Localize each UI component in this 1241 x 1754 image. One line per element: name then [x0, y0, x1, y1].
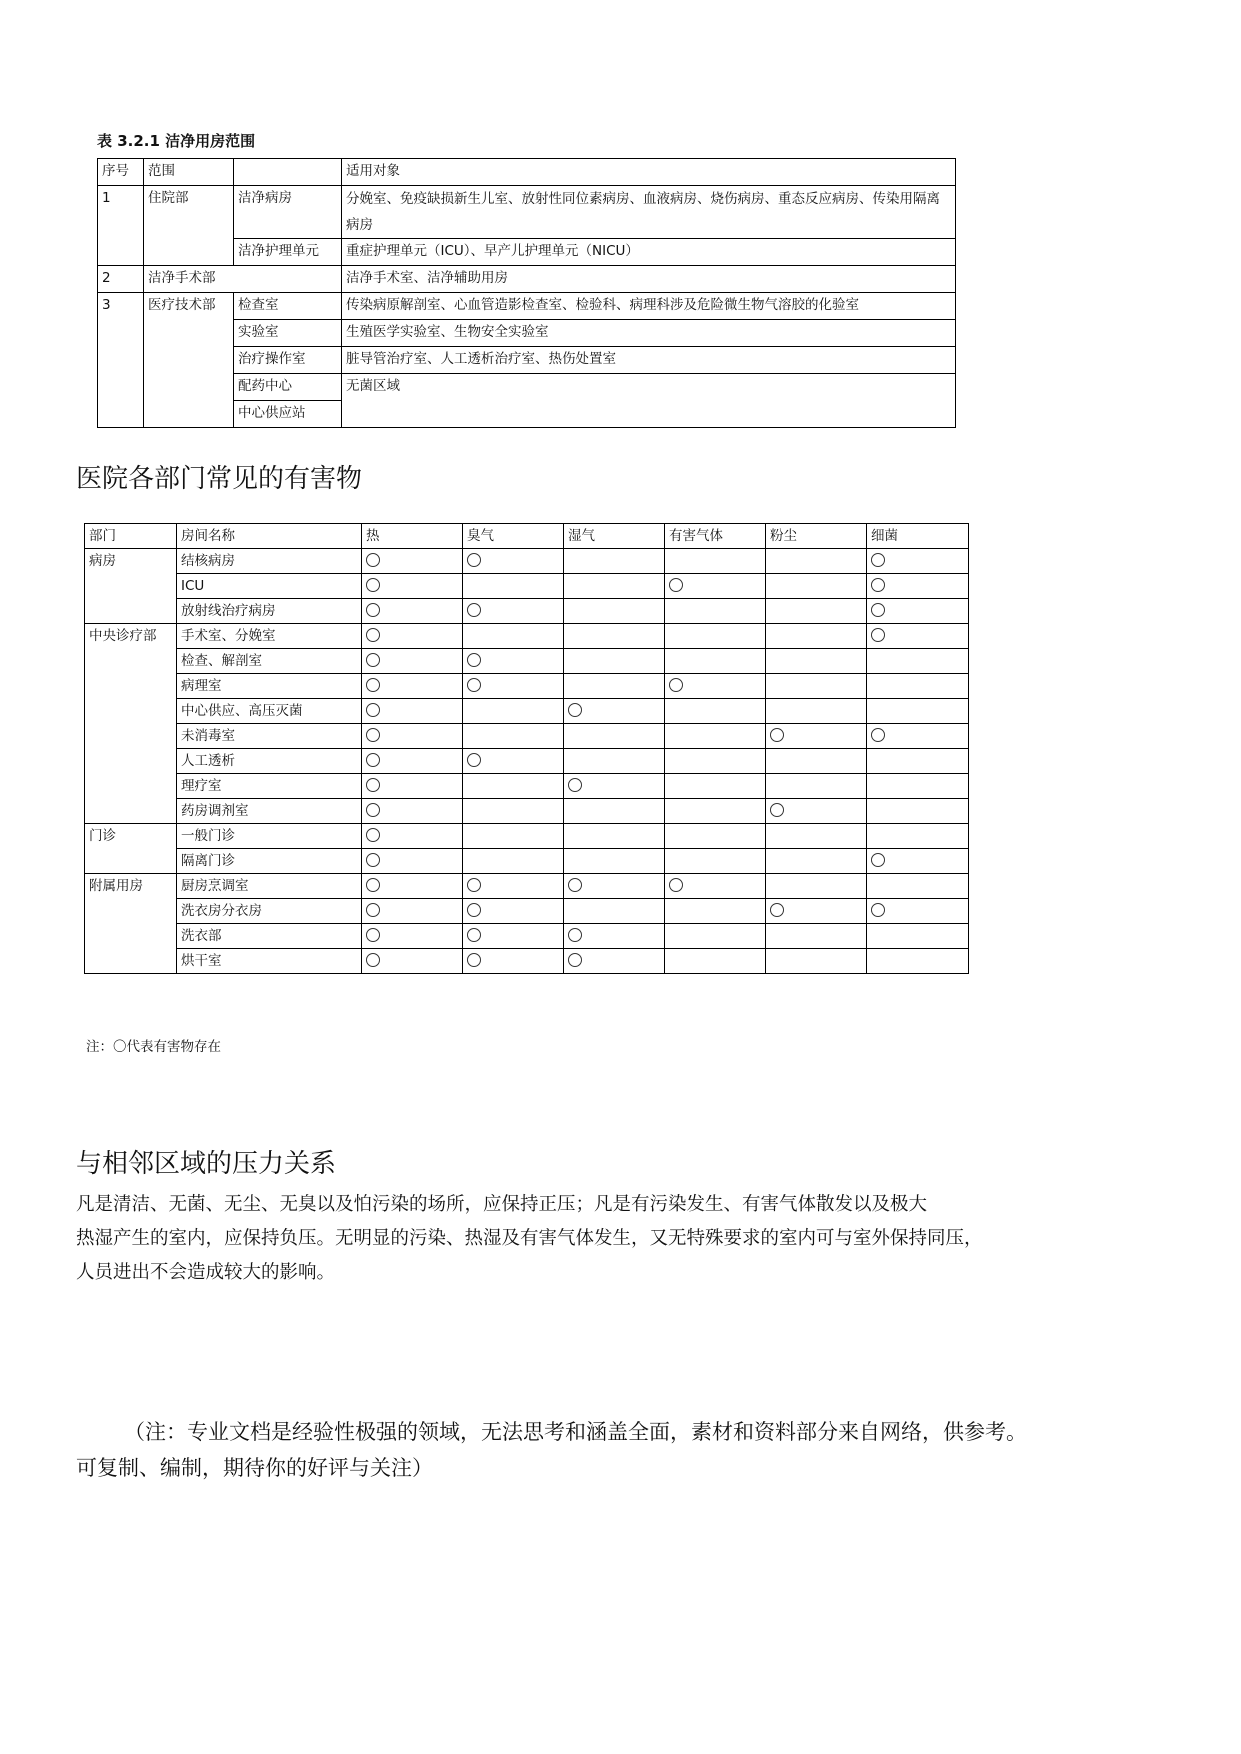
table-row	[85, 724, 969, 749]
clean-room-scope-table	[97, 158, 956, 428]
hazard-present-circle-icon	[467, 553, 481, 567]
hazard-present-circle-icon	[770, 903, 784, 917]
hazard-cell	[766, 649, 867, 674]
hazard-cell	[766, 774, 867, 799]
hazard-cell	[867, 674, 969, 699]
table-row	[85, 774, 969, 799]
hazard-present-circle-icon	[366, 678, 380, 692]
hazard-present-circle-icon	[568, 703, 582, 717]
hazard-cell	[463, 674, 564, 699]
scope-sub: 治疗操作室	[234, 347, 342, 374]
paragraph-line: 热湿产生的室内，应保持负压。无明显的污染、热湿及有害气体发生，又无特殊要求的室内可与室外保持同压，	[76, 1228, 983, 1249]
hazard-cell	[766, 599, 867, 624]
hazard-cell	[564, 874, 665, 899]
hazard-cell	[665, 849, 766, 874]
room-name-cell: 药房调剂室	[177, 799, 362, 824]
scope-sub: 洁净病房	[234, 186, 342, 239]
hazard-present-circle-icon	[366, 778, 380, 792]
hazard-cell	[867, 899, 969, 924]
hazard-present-circle-icon	[366, 953, 380, 967]
hazard-cell	[564, 624, 665, 649]
hazard-present-circle-icon	[366, 553, 380, 567]
department-cell: 附属用房	[85, 874, 177, 974]
hazard-cell	[867, 549, 969, 574]
hazard-cell	[766, 574, 867, 599]
table-row	[85, 574, 969, 599]
hazard-cell	[362, 724, 463, 749]
table-row	[85, 799, 969, 824]
header-cell: 有害气体	[665, 524, 766, 549]
scope-sub: 检查室	[234, 293, 342, 320]
table-row	[85, 599, 969, 624]
hazard-present-circle-icon	[366, 578, 380, 592]
hazard-cell	[766, 799, 867, 824]
hazard-cell	[766, 949, 867, 974]
hazard-cell	[766, 674, 867, 699]
table-row	[98, 186, 956, 239]
hazard-cell	[564, 749, 665, 774]
hazard-cell	[362, 924, 463, 949]
hazard-present-circle-icon	[366, 628, 380, 642]
hazard-cell	[665, 774, 766, 799]
hazard-cell	[867, 924, 969, 949]
header-cell: 热	[362, 524, 463, 549]
pressure-paragraph	[76, 1188, 1156, 1290]
table-row	[98, 293, 956, 320]
hazard-cell	[463, 574, 564, 599]
hazard-cell	[362, 599, 463, 624]
hazard-present-circle-icon	[467, 653, 481, 667]
hazard-cell	[665, 574, 766, 599]
room-name-cell: 隔离门诊	[177, 849, 362, 874]
header-cell: 湿气	[564, 524, 665, 549]
hazard-cell	[867, 599, 969, 624]
table-row	[85, 649, 969, 674]
hazard-cell	[463, 774, 564, 799]
hazard-cell	[463, 849, 564, 874]
hazard-present-circle-icon	[568, 928, 582, 942]
scope-sub: 实验室	[234, 320, 342, 347]
hazard-cell	[766, 624, 867, 649]
hazard-cell	[564, 949, 665, 974]
hazard-cell	[665, 749, 766, 774]
department-cell: 病房	[85, 549, 177, 624]
scope-area: 住院部	[144, 186, 234, 266]
pressure-section-title: 与相邻区域的压力关系	[76, 1149, 337, 1179]
hazard-present-circle-icon	[871, 853, 885, 867]
table-row	[85, 949, 969, 974]
hazard-cell	[463, 549, 564, 574]
hazard-present-circle-icon	[871, 603, 885, 617]
hazard-cell	[665, 649, 766, 674]
table-row	[85, 824, 969, 849]
hazard-present-circle-icon	[467, 878, 481, 892]
hazard-cell	[564, 824, 665, 849]
header-cell: 细菌	[867, 524, 969, 549]
hazard-present-circle-icon	[467, 603, 481, 617]
room-name-cell: 病理室	[177, 674, 362, 699]
hazard-present-circle-icon	[366, 653, 380, 667]
table-row	[85, 624, 969, 649]
header-cell: 臭气	[463, 524, 564, 549]
hazard-table	[84, 523, 969, 974]
hazard-cell	[362, 699, 463, 724]
hazard-present-circle-icon	[770, 728, 784, 742]
hazard-cell	[362, 674, 463, 699]
hazard-cell	[665, 824, 766, 849]
hazard-cell	[665, 874, 766, 899]
hazard-cell	[362, 574, 463, 599]
hazard-cell	[463, 749, 564, 774]
hazard-cell	[463, 924, 564, 949]
table-row	[85, 849, 969, 874]
hazard-cell	[564, 924, 665, 949]
hazard-cell	[362, 549, 463, 574]
hazard-cell	[665, 899, 766, 924]
hazard-cell	[463, 649, 564, 674]
hazard-cell	[564, 599, 665, 624]
table-row	[85, 699, 969, 724]
target-cell: 分娩室、免疫缺损新生儿室、放射性同位素病房、血液病房、烧伤病房、重态反应病房、传染用隔离病房	[342, 186, 956, 239]
hazard-present-circle-icon	[366, 728, 380, 742]
hazard-cell	[867, 824, 969, 849]
hazard-cell	[867, 874, 969, 899]
hazard-cell	[362, 949, 463, 974]
target-cell: 重症护理单元（ICU）、早产儿护理单元（NICU）	[342, 239, 956, 266]
target-cell: 传染病原解剖室、心血管造影检查室、检验科、病理科涉及危险微生物气溶胶的化验室	[342, 293, 956, 320]
header-cell: 房间名称	[177, 524, 362, 549]
header-cell: 范围	[144, 159, 234, 186]
hazard-present-circle-icon	[871, 728, 885, 742]
hazard-present-circle-icon	[669, 678, 683, 692]
scope-area: 洁净手术部	[144, 266, 342, 293]
hazard-cell	[867, 574, 969, 599]
hazard-cell	[766, 899, 867, 924]
hazard-cell	[463, 599, 564, 624]
hazard-cell	[867, 624, 969, 649]
hazard-present-circle-icon	[366, 828, 380, 842]
header-cell	[234, 159, 342, 186]
hazard-present-circle-icon	[366, 803, 380, 817]
hazard-cell	[463, 824, 564, 849]
hazard-cell	[564, 649, 665, 674]
header-cell: 序号	[98, 159, 144, 186]
hazard-present-circle-icon	[568, 953, 582, 967]
hazard-cell	[766, 724, 867, 749]
hazard-cell	[867, 649, 969, 674]
hazard-cell	[665, 674, 766, 699]
hazard-cell	[362, 649, 463, 674]
hazard-present-circle-icon	[467, 903, 481, 917]
hazard-cell	[665, 599, 766, 624]
paragraph-line: 人员进出不会造成较大的影响。	[76, 1262, 336, 1283]
hazard-present-circle-icon	[366, 603, 380, 617]
table1-caption: 表 3.2.1 洁净用房范围	[97, 132, 256, 150]
hazard-present-circle-icon	[366, 853, 380, 867]
hazard-note: 注：〇代表有害物存在	[86, 1039, 221, 1055]
hazard-cell	[766, 924, 867, 949]
scope-sub: 配药中心	[234, 374, 342, 401]
room-name-cell: 理疗室	[177, 774, 362, 799]
hazard-cell	[867, 749, 969, 774]
hazard-cell	[665, 924, 766, 949]
hazard-cell	[362, 824, 463, 849]
hazard-cell	[564, 774, 665, 799]
footer-note	[76, 1414, 1176, 1486]
department-cell: 门诊	[85, 824, 177, 874]
hazard-cell	[564, 574, 665, 599]
hazard-present-circle-icon	[467, 928, 481, 942]
hazard-present-circle-icon	[366, 928, 380, 942]
paragraph-line: 凡是清洁、无菌、无尘、无臭以及怕污染的场所，应保持正压；凡是有污染发生、有害气体散发以及极大	[76, 1194, 928, 1215]
hazard-cell	[867, 949, 969, 974]
hazard-cell	[463, 874, 564, 899]
hazard-present-circle-icon	[467, 753, 481, 767]
scope-sub: 中心供应站	[234, 401, 342, 428]
hazard-cell	[564, 724, 665, 749]
hazard-cell	[463, 949, 564, 974]
hazard-cell	[766, 749, 867, 774]
hazard-cell	[867, 699, 969, 724]
target-cell: 脏导管治疗室、人工透析治疗室、热伤处置室	[342, 347, 956, 374]
hazard-cell	[766, 874, 867, 899]
room-name-cell: 一般门诊	[177, 824, 362, 849]
hazard-cell	[564, 674, 665, 699]
hazard-present-circle-icon	[366, 753, 380, 767]
hazard-cell	[463, 799, 564, 824]
hazard-cell	[867, 724, 969, 749]
hazard-cell	[362, 849, 463, 874]
target-cell: 生殖医学实验室、生物安全实验室	[342, 320, 956, 347]
room-name-cell: ICU	[177, 574, 362, 599]
footer-line: （注：专业文档是经验性极强的领域，无法思考和涵盖全面，素材和资料部分来自网络，供参考。	[124, 1420, 1027, 1444]
hazard-cell	[867, 774, 969, 799]
hazard-present-circle-icon	[669, 578, 683, 592]
hazard-cell	[463, 624, 564, 649]
room-name-cell: 检查、解剖室	[177, 649, 362, 674]
hazard-cell	[564, 699, 665, 724]
hazard-cell	[362, 749, 463, 774]
hazard-cell	[362, 624, 463, 649]
table-row	[85, 874, 969, 899]
hazard-present-circle-icon	[770, 803, 784, 817]
room-name-cell: 烘干室	[177, 949, 362, 974]
row-number: 2	[98, 266, 144, 293]
hazard-cell	[766, 699, 867, 724]
row-number: 1	[98, 186, 144, 266]
hazard-present-circle-icon	[366, 903, 380, 917]
table-header-row	[98, 159, 956, 186]
hazard-cell	[463, 699, 564, 724]
hazard-present-circle-icon	[871, 578, 885, 592]
hazard-cell	[463, 724, 564, 749]
target-cell: 洁净手术室、洁净辅助用房	[342, 266, 956, 293]
room-name-cell: 结核病房	[177, 549, 362, 574]
hazard-cell	[463, 899, 564, 924]
hazard-table-body	[85, 524, 969, 974]
target-cell: 无菌区域	[342, 374, 956, 428]
room-name-cell: 厨房烹调室	[177, 874, 362, 899]
footer-line: 可复制、编制，期待你的好评与关注）	[76, 1456, 433, 1480]
hazard-cell	[362, 874, 463, 899]
hazard-cell	[362, 899, 463, 924]
hazard-cell	[665, 699, 766, 724]
hazard-cell	[867, 849, 969, 874]
hazard-cell	[665, 549, 766, 574]
hazard-present-circle-icon	[669, 878, 683, 892]
room-name-cell: 人工透析	[177, 749, 362, 774]
header-cell: 部门	[85, 524, 177, 549]
room-name-cell: 放射线治疗病房	[177, 599, 362, 624]
table-row	[85, 549, 969, 574]
hazard-present-circle-icon	[366, 878, 380, 892]
hazard-cell	[665, 724, 766, 749]
hazard-cell	[564, 549, 665, 574]
hazard-present-circle-icon	[568, 778, 582, 792]
room-name-cell: 手术室、分娩室	[177, 624, 362, 649]
hazard-section-title: 医院各部门常见的有害物	[76, 464, 363, 494]
hazard-present-circle-icon	[871, 553, 885, 567]
header-cell: 适用对象	[342, 159, 956, 186]
hazard-present-circle-icon	[467, 953, 481, 967]
header-cell: 粉尘	[766, 524, 867, 549]
hazard-cell	[564, 799, 665, 824]
table-row	[85, 749, 969, 774]
hazard-cell	[362, 774, 463, 799]
row-number: 3	[98, 293, 144, 428]
scope-sub: 洁净护理单元	[234, 239, 342, 266]
table-row	[85, 899, 969, 924]
hazard-cell	[665, 624, 766, 649]
hazard-present-circle-icon	[871, 628, 885, 642]
room-name-cell: 洗衣房分衣房	[177, 899, 362, 924]
scope-area: 医疗技术部	[144, 293, 234, 428]
department-cell: 中央诊疗部	[85, 624, 177, 824]
hazard-present-circle-icon	[871, 903, 885, 917]
hazard-cell	[766, 849, 867, 874]
table-header-row	[85, 524, 969, 549]
hazard-cell	[564, 849, 665, 874]
hazard-cell	[665, 949, 766, 974]
hazard-present-circle-icon	[568, 878, 582, 892]
hazard-present-circle-icon	[366, 703, 380, 717]
hazard-cell	[766, 824, 867, 849]
room-name-cell: 未消毒室	[177, 724, 362, 749]
hazard-cell	[867, 799, 969, 824]
room-name-cell: 洗衣部	[177, 924, 362, 949]
table-row	[98, 266, 956, 293]
hazard-cell	[362, 799, 463, 824]
hazard-present-circle-icon	[467, 678, 481, 692]
table-row	[85, 674, 969, 699]
hazard-cell	[564, 899, 665, 924]
room-name-cell: 中心供应、高压灭菌	[177, 699, 362, 724]
hazard-cell	[665, 799, 766, 824]
table-row	[85, 924, 969, 949]
hazard-cell	[766, 549, 867, 574]
